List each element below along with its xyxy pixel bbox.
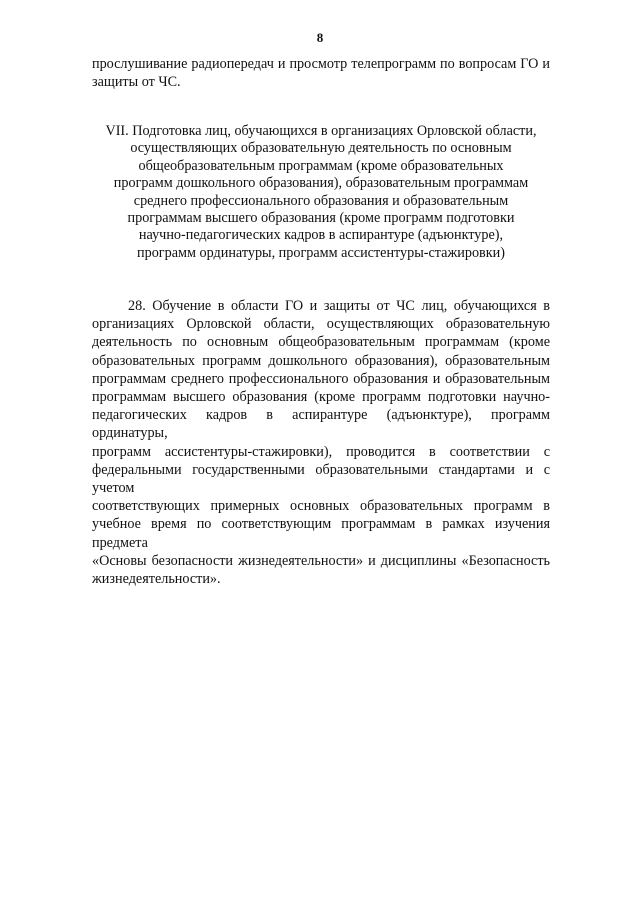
heading-line: среднего профессионального образования и образовательным — [133, 192, 509, 209]
text-line: организациях Орловской области, осуществляющих образовательную — [92, 316, 550, 333]
heading-line: общеобразовательным программам (кроме образовательных — [138, 157, 504, 174]
text-line: жизнедеятельности». — [92, 571, 221, 588]
text-line: учебное время по соответствующим программам в рамках изучения предмета — [92, 516, 550, 551]
heading-line: осуществляющих образовательную деятельность по основным — [130, 140, 512, 157]
text-line: программам высшего образования (кроме программ подготовки научно- — [92, 389, 550, 406]
text-line: 28. Обучение в области ГО и защиты от ЧС лиц, обучающихся в — [128, 298, 550, 314]
paragraph-28 — [92, 297, 550, 588]
top-paragraph — [92, 55, 550, 91]
text-line: прослушивание радиопередач и просмотр телепрограмм по вопросам ГО и — [92, 56, 550, 72]
heading-line: программам высшего образования (кроме программ подготовки — [127, 210, 515, 227]
text-line: соответствующих примерных основных образовательных программ в — [92, 498, 550, 515]
text-line: деятельность по основным общеобразовательным программам (кроме — [92, 334, 550, 351]
section-heading — [92, 123, 550, 262]
page-number: 8 — [316, 30, 324, 45]
text-line: программ ассистентуры-стажировки), проводится в соответствии с — [92, 443, 550, 460]
text-line: педагогических кадров в аспирантуре (адъюнктуре), программ ординатуры, — [92, 407, 550, 442]
text-line: образовательных программ дошкольного образования), образовательным — [92, 352, 550, 369]
heading-line: программ ординатуры, программ ассистентуры-стажировки) — [137, 244, 505, 261]
heading-line: программ дошкольного образования), образовательным программам — [113, 175, 529, 192]
text-line: «Основы безопасности жизнедеятельности» и дисциплины «Безопасность — [92, 552, 550, 569]
heading-line: VII. Подготовка лиц, обучающихся в организациях Орловской области, — [105, 123, 537, 139]
text-line: федеральными государственными образовательными стандартами и с учетом — [92, 461, 550, 497]
text-line: программам среднего профессионального образования и образовательным — [92, 370, 550, 387]
heading-line: научно-педагогических кадров в аспирантуре (адъюнктуре), — [138, 227, 504, 244]
text-line: защиты от ЧС. — [92, 74, 181, 91]
